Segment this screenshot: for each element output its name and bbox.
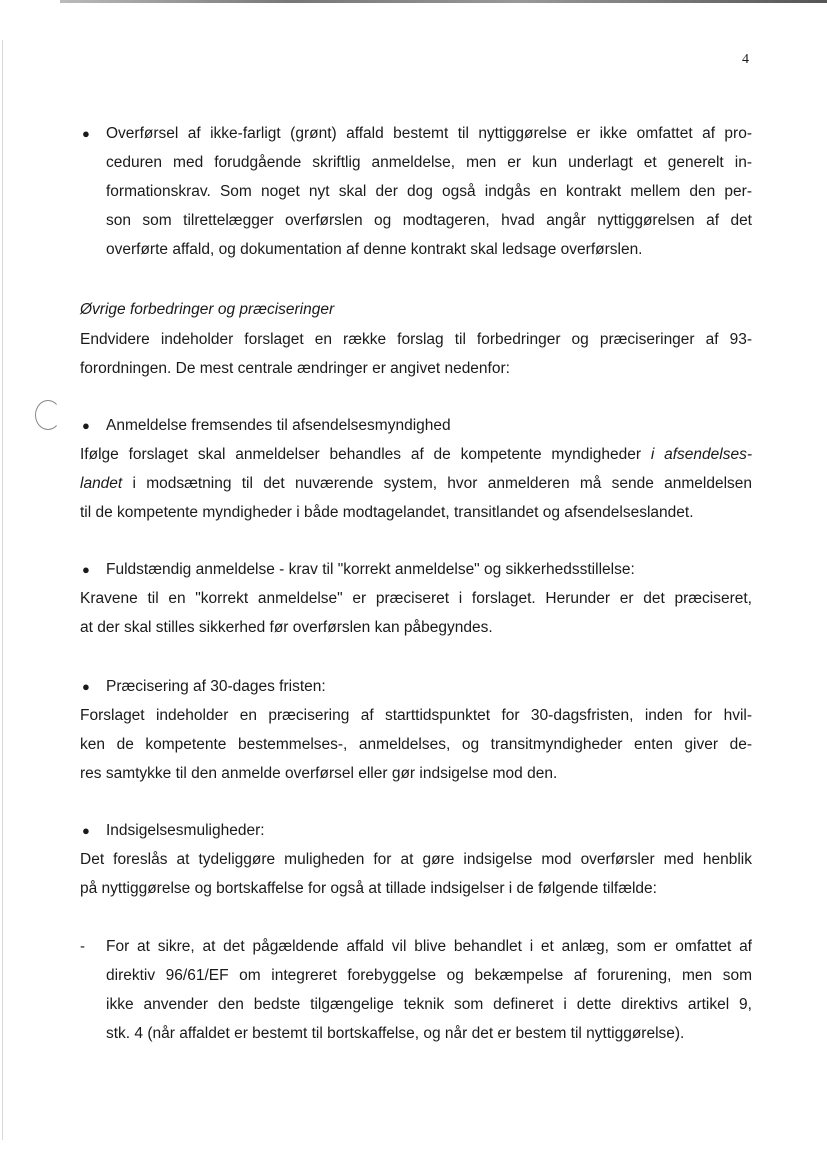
dash-marker: - <box>80 938 85 955</box>
paragraph-line: forordningen. De mest centrale ændringer er angivet nedenfor: <box>80 360 510 377</box>
section-heading: Øvrige forbedringer og præciseringer <box>80 301 335 318</box>
punch-hole-mark <box>35 400 61 430</box>
bullet-icon: ● <box>82 679 90 694</box>
paragraph-line: landet i modsætning til det nuværende system, hvor anmelderen må sende anmeldelsen <box>80 475 752 492</box>
paragraph-line: Det foreslås at tydeliggøre muligheden for at gøre indsigelse mod overførsler med henblik <box>80 851 752 868</box>
paragraph-line: Ifølge forslaget skal anmeldelser behandles af de kompetente myndigheder i afsendelses- <box>80 446 753 463</box>
paragraph-line: ● Overførsel af ikke-farligt (grønt) affald bestemt til nyttiggørelse er ikke omfattet af pro- <box>80 119 752 148</box>
item-title: ● Fuldstændig anmeldelse - krav til "korrekt anmeldelse" og sikkerhedsstillelse: <box>80 555 752 584</box>
paragraph-line: til de kompetente myndigheder i både modtagelandet, transitlandet og afsendelseslandet. <box>80 504 694 521</box>
paragraph-line: stk. 4 (når affaldet er bestemt til bortskaffelse, og når det er bestem til nyttiggørelse). <box>106 1025 685 1042</box>
item-30-day-deadline <box>80 672 752 788</box>
paragraph-line: overførte affald, og dokumentation af denne kontrakt skal ledsage overførslen. <box>106 241 643 258</box>
bullet-icon: ● <box>82 823 90 838</box>
paragraph-line: son som tilrettelægger overførslen og modtageren, hvad angår nyttiggørelsen af det <box>106 212 752 229</box>
paragraph-line: Forslaget indeholder en præcisering af starttidspunktet for 30-dagsfristen, inden for hvil- <box>80 707 752 724</box>
paragraph-line: - For at sikre, at det pågældende affald vil blive behandlet i et anlæg, som er omfattet af <box>80 932 752 961</box>
item-objection-options <box>80 816 752 903</box>
page-number: 4 <box>742 52 749 67</box>
paragraph-line: Endvidere indeholder forslaget en række forslag til forbedringer og præciseringer af 93- <box>80 331 752 348</box>
intro-paragraph <box>80 325 752 383</box>
scan-edge-left <box>2 40 3 1140</box>
paragraph-line: på nyttiggørelse og bortskaffelse for også at tillade indsigelser i de følgende tilfælde: <box>80 880 657 897</box>
paragraph-line: ceduren med forudgående skriftlig anmeldelse, men er kun underlagt et generelt in- <box>106 154 752 171</box>
paragraph-line: ken de kompetente bestemmelses-, anmeldelses, og transitmyndigheder enten giver de- <box>80 736 752 753</box>
item-notification-authority <box>80 411 752 527</box>
item-title: ● Anmeldelse fremsendes til afsendelsesmyndighed <box>80 411 752 440</box>
paragraph-line: at der skal stilles sikkerhed før overførslen kan påbegyndes. <box>80 619 493 636</box>
bullet-icon: ● <box>82 418 90 433</box>
item-title: ● Indsigelsesmuligheder: <box>80 816 752 845</box>
bullet-icon: ● <box>82 562 90 577</box>
bullet-icon: ● <box>82 126 90 141</box>
paragraph-line: ikke anvender den bedste tilgængelige teknik som defineret i dette direktivs artikel 9, <box>106 996 752 1013</box>
sub-item-ippc-directive <box>80 932 752 1048</box>
item-complete-notification <box>80 555 752 642</box>
paragraph-line: Kravene til en "korrekt anmeldelse" er præciseret i forslaget. Herunder er det præciseret, <box>80 590 752 607</box>
section-heading-block <box>80 295 752 324</box>
bullet-paragraph-green-waste <box>80 119 752 264</box>
paragraph-line: direktiv 96/61/EF om integreret forebyggelse og bekæmpelse af forurening, men som <box>106 967 752 984</box>
item-title: ● Præcisering af 30-dages fristen: <box>80 672 752 701</box>
paragraph-line: res samtykke til den anmelde overførsel eller gør indsigelse mod den. <box>80 765 558 782</box>
paragraph-line: formationskrav. Som noget nyt skal der dog også indgås en kontrakt mellem den per- <box>106 183 752 200</box>
scan-edge-top <box>60 0 827 3</box>
